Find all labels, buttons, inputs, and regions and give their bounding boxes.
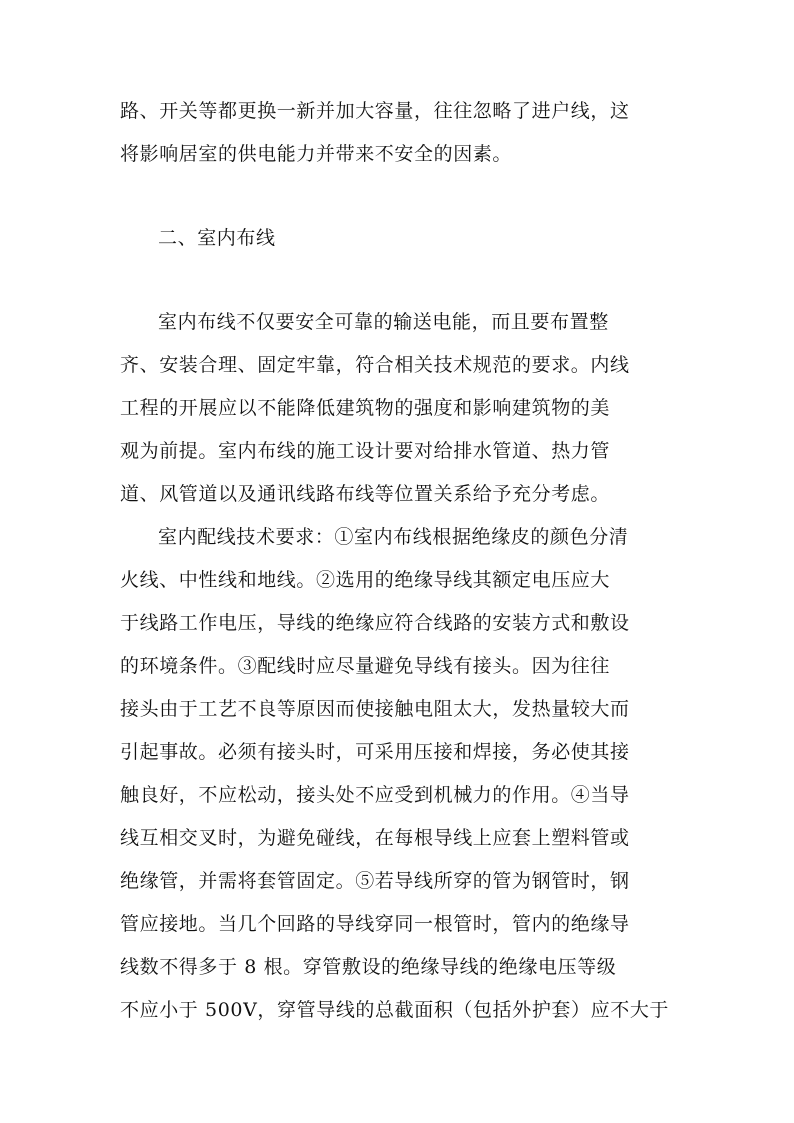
paragraph2-line-9: 绝缘管，并需将套管固定。⑤若导线所穿的管为钢管时，钢 <box>120 870 630 892</box>
paragraph1-line-1: 室内布线不仅要安全可靠的输送电能，而且要布置整 <box>158 311 609 333</box>
paragraph2-line-11: 线数不得多于 8 根。穿管敷设的绝缘导线的绝缘电压等级 <box>120 956 617 978</box>
paragraph2-line-7: 触良好，不应松动，接头处不应受到机械力的作用。④当导 <box>120 784 630 806</box>
paragraph2-line-1: 室内配线技术要求：①室内布线根据绝缘皮的颜色分清 <box>158 526 629 548</box>
paragraph1-line-5: 道、风管道以及通讯线路布线等位置关系给予充分考虑。 <box>120 483 611 505</box>
paragraph1-line-2: 齐、安装合理、固定牢靠，符合相关技术规范的要求。内线 <box>120 354 630 376</box>
continuation-line-1: 路、开关等都更换一新并加大容量，往往忽略了进户线，这 <box>120 100 630 122</box>
paragraph1-line-4: 观为前提。室内布线的施工设计要对给排水管道、热力管 <box>120 440 611 462</box>
continuation-line-2: 将影响居室的供电能力并带来不安全的因素。 <box>120 143 513 165</box>
paragraph1-line-3: 工程的开展应以不能降低建筑物的强度和影响建筑物的美 <box>120 397 611 419</box>
section-heading: 二、室内布线 <box>158 227 276 249</box>
paragraph2-line-10: 管应接地。当几个回路的导线穿同一根管时，管内的绝缘导 <box>120 913 630 935</box>
paragraph2-line-2: 火线、中性线和地线。②选用的绝缘导线其额定电压应大 <box>120 569 611 591</box>
paragraph2-line-8: 线互相交叉时，为避免碰线，在每根导线上应套上塑料管或 <box>120 827 630 849</box>
paragraph2-line-5: 接头由于工艺不良等原因而使接触电阻太大，发热量较大而 <box>120 698 630 720</box>
paragraph2-line-12: 不应小于 500V，穿管导线的总截面积（包括外护套）应不大于 <box>120 999 670 1021</box>
paragraph2-line-6: 引起事故。必须有接头时，可采用压接和焊接，务必使其接 <box>120 741 630 763</box>
paragraph2-line-4: 的环境条件。③配线时应尽量避免导线有接头。因为往往 <box>120 655 611 677</box>
paragraph2-line-3: 于线路工作电压，导线的绝缘应符合线路的安装方式和敷设 <box>120 612 630 634</box>
